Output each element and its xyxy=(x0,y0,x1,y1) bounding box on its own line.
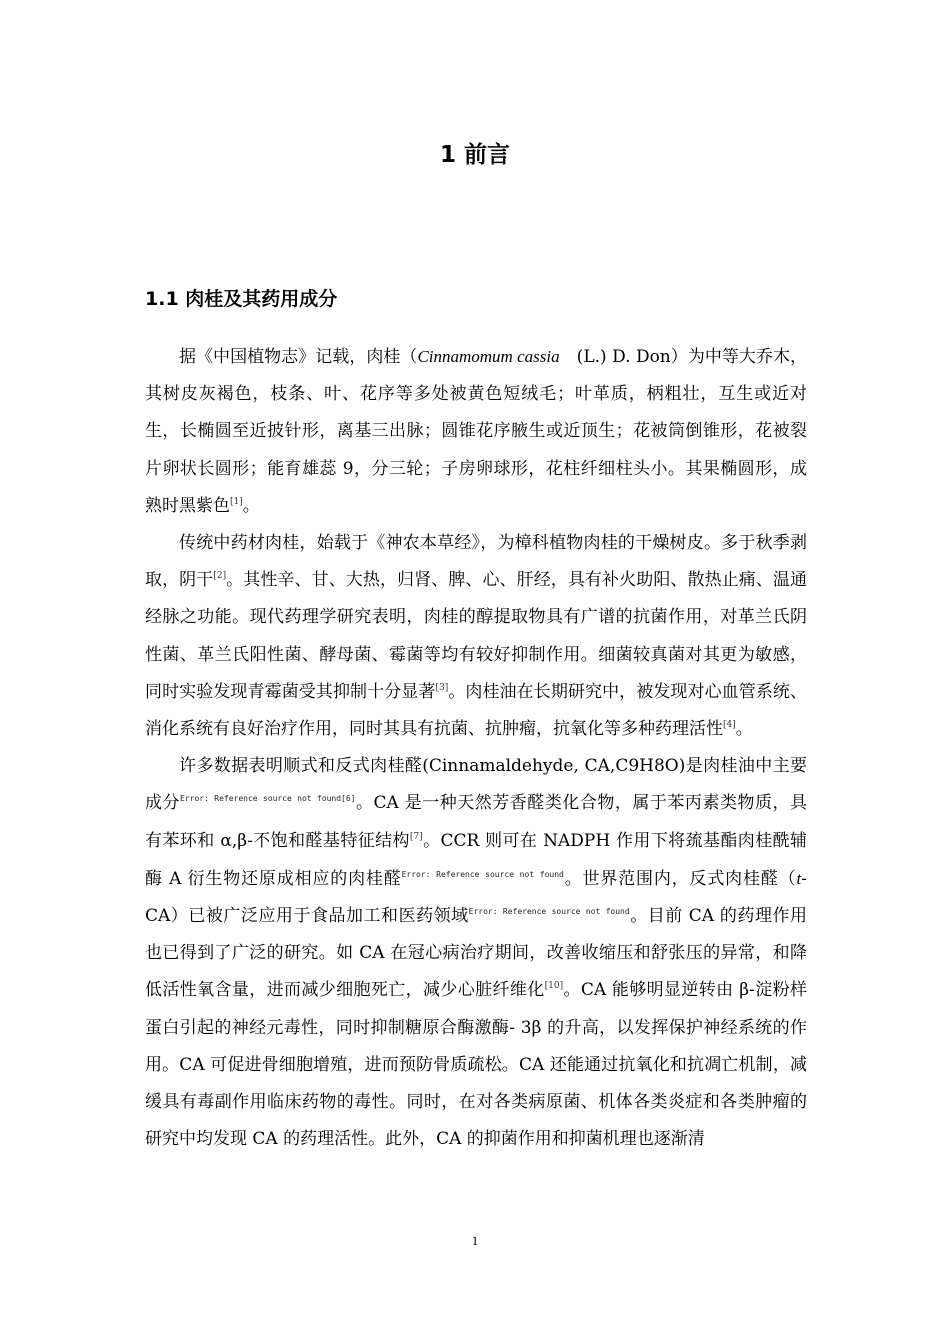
citation: [10] xyxy=(544,981,564,992)
citation: [7] xyxy=(409,831,423,842)
text-span: 。CCR 则可在 NADPH 作用下将巯基酯肉桂酰辅酶 A 衍生物还原成相应的肉桂醛 xyxy=(145,830,808,889)
reference-error: Error: Reference source not found xyxy=(468,907,630,917)
species-name: Cinnamomum cassia xyxy=(417,347,560,366)
text-span: 许多数据表明顺式和反式肉桂醛(Cinnamaldehyde, CA,C9H8O)是肉桂油中主要成分 xyxy=(145,756,807,814)
text-span: 。世界范围内，反式肉桂醛（ xyxy=(563,868,797,889)
text-span: 。CA 能够明显逆转由 β-淀粉样蛋白引起的神经元毒性，同时抑制糖原合酶激酶- 3β 的升高，以发挥保护神经系统的作用。CA 可促进骨细胞增殖，进而预防骨质疏松。CA 还能通过抗氧化和抗凋亡机制，减缓具有毒副作用临床药物的毒性。同时，在对各类病原菌、机体各类炎症和各类肿瘤的研究中均发现 CA 的药理活性。此外，CA 的抑菌作用和抑菌机理也逐渐清 xyxy=(145,980,807,1150)
chapter-title: 1 前言 xyxy=(439,142,510,168)
body-text xyxy=(145,338,807,1158)
text-span: 。 xyxy=(735,719,753,740)
text-span: 。 xyxy=(242,495,260,516)
citation: [3] xyxy=(435,682,449,693)
text-span: (L.) D. Don）为中等大乔木，其树皮灰褐色，枝条、叶、花序等多处被黄色短绒毛；叶革质，柄粗壮，互生或近对生，长椭圆至近披针形，离基三出脉；圆锥花序腋生或近顶生；花被筒倒锥形，花被裂片卵状长圆形；能育雄蕊 9，分三轮；子房卵球形，花柱纤细柱头小。其果椭圆形，成熟时黑紫色 xyxy=(145,347,807,516)
reference-error: Error: Reference source not found[6] xyxy=(180,794,356,804)
text-span: 。其性辛、甘、大热，归肾、脾、心、肝经，具有补火助阳、散热止痛、温通经脉之功能。现代药理学研究表明，肉桂的醇提取物具有广谱的抗菌作用，对革兰氏阴性菌、革兰氏阳性菌、酵母菌、霉菌等均有较好抑制作用。细菌较真菌对其更为敏感，同时实验发现青霉菌受其抑制十分显著 xyxy=(145,570,808,702)
italic-prefix: t xyxy=(796,868,802,888)
citation: [1] xyxy=(230,496,243,507)
citation: [4] xyxy=(723,720,736,731)
text-span: 。目前 CA 的药理作用也已得到了广泛的研究。如 CA 在冠心病治疗期间，改善收缩压和舒张压的异常，和降低活性氧含量，进而减少细胞死亡，减少心脏纤维化 xyxy=(145,906,807,1001)
page-number: 1 xyxy=(471,1233,479,1248)
text-span: 据《中国植物志》记载，肉桂（ xyxy=(179,347,418,367)
text-span: 。肉桂油在长期研究中，被发现对心血管系统、消化系统有良好治疗作用，同时其具有抗菌、抗肿瘤，抗氧化等多种药理活性 xyxy=(145,681,808,740)
text-span: -CA）已被广泛应用于食品加工和医药领域 xyxy=(145,868,807,927)
paragraph-1 xyxy=(145,338,807,525)
citation: [2] xyxy=(213,571,227,582)
section-title: 1.1 肉桂及其药用成分 xyxy=(145,288,338,310)
text-span: 。CA 是一种天然芳香醛类化合物，属于苯丙素类物质，具有苯环和 α,β-不饱和醛基特征结构 xyxy=(145,793,808,851)
paragraph-3 xyxy=(145,748,807,1158)
paragraph-2 xyxy=(145,525,807,748)
reference-error: Error: Reference source not found xyxy=(401,869,564,879)
text-span: 传统中药材肉桂，始载于《神农本草经》，为樟科植物肉桂的干燥树皮。多于秋季剥取，阴干 xyxy=(145,533,807,591)
